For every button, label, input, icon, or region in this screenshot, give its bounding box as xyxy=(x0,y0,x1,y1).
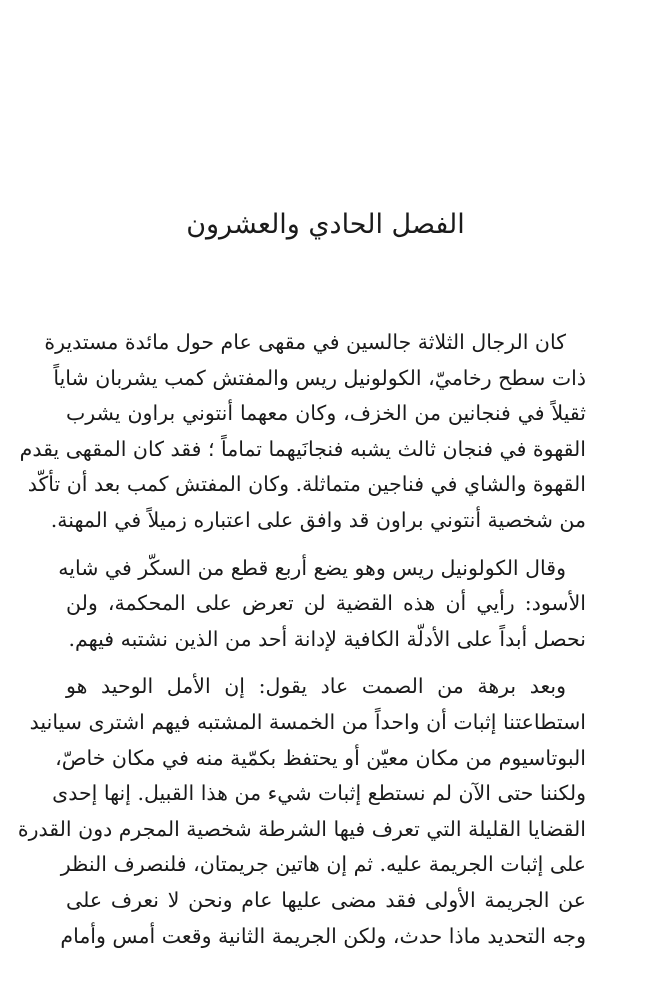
paragraph xyxy=(17,669,586,954)
paragraph xyxy=(58,551,586,658)
text-line: القهوة في فنجان ثالث يشبه فنجانَيهما تماماً ؛ فقد كان المقهى يقدم xyxy=(19,436,586,461)
text-line: ذات سطح رخاميّ، الكولونيل ريس والمفتش كمب يشربان شاياً xyxy=(53,365,586,390)
text-line: عن الجريمة الأولى فقد مضى عليها عام ونحن لا نعرف على xyxy=(66,887,586,912)
paragraph-spacer xyxy=(66,539,586,551)
text-line: الأسود: رأيي أن هذه القضية لن تعرض على المحكمة، ولن xyxy=(66,591,586,616)
text-line: استطاعتنا إثبات أن واحداً من الخمسة المشتبه فيهم اشترى سيانيد xyxy=(29,709,586,734)
text-line: وقال الكولونيل ريس وهو يضع أربع قطع من السكّر في شايه xyxy=(58,555,566,580)
text-line: وبعد برهة من الصمت عاد يقول: إن الأمل الوحيد هو xyxy=(66,674,566,699)
paragraph-spacer xyxy=(66,657,586,669)
paragraph xyxy=(19,325,586,539)
text-line: نحصل أبداً على الأدلّة الكافية لإدانة أحد من الذين نشتبه فيهم. xyxy=(68,626,586,651)
text-line: القهوة والشاي في فناجين متماثلة. وكان المفتش كمب بعد أن تأكّد xyxy=(27,472,586,497)
chapter-title: الفصل الحادي والعشرون xyxy=(186,209,465,240)
text-line: ثقيلاً في فنجانين من الخزف، وكان معهما أنتوني براون يشرب xyxy=(66,401,586,426)
text-line: القضايا القليلة التي تعرف فيها الشرطة شخصية المجرم دون القدرة xyxy=(17,816,586,841)
text-line: البوتاسيوم من مكان معيّن أو يحتفظ بكمّية منه في مكان خاصّ، xyxy=(55,745,586,770)
text-line: على إثبات الجريمة عليه. ثم إن هاتين جريمتان، فلنصرف النظر xyxy=(60,852,586,877)
text-line: من شخصية أنتوني براون قد وافق على اعتباره زميلاً في المهنة. xyxy=(50,507,586,532)
text-line: ولكننا حتى الآن لم نستطع إثبات شيء من هذا القبيل. إنها إحدى xyxy=(52,781,586,806)
chapter-body xyxy=(17,325,586,954)
text-line: كان الرجال الثلاثة جالسين في مقهى عام حول مائدة مستديرة xyxy=(44,330,566,354)
text-line: وجه التحديد ماذا حدث، ولكن الجريمة الثانية وقعت أمس وأمام xyxy=(60,923,586,948)
